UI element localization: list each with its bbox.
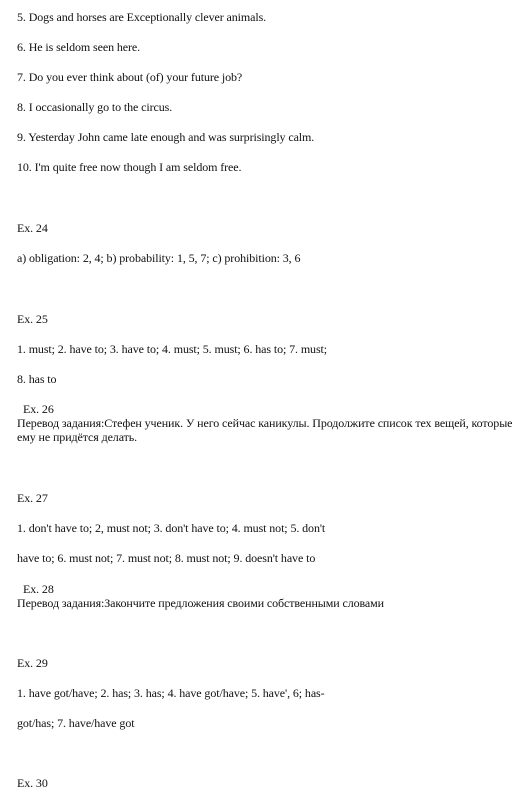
answer-line: 6. He is seldom seen here. bbox=[17, 40, 141, 54]
exercise-answer-24: a) obligation: 2, 4; b) probability: 1, 5, 7; c) prohibition: 3, 6 bbox=[17, 251, 301, 265]
answer-line: 9. Yesterday John came late enough and was surprisingly calm. bbox=[17, 130, 315, 144]
exercise-answer-29-line1: 1. have got/have; 2. has; 3. has; 4. have got/have; 5. have', 6; has- bbox=[17, 686, 325, 700]
exercise-answer-29-line2: got/has; 7. have/have got bbox=[17, 716, 135, 730]
exercise-heading-27: Ex. 27 bbox=[17, 491, 48, 505]
exercise-translation-26: Перевод задания:Стефен ученик. У него сейчас каникулы. Продолжите список тех вещей, которые ему не придётся делать. bbox=[17, 416, 513, 444]
exercise-answer-27-line2: have to; 6. must not; 7. must not; 8. must not; 9. doesn't have to bbox=[17, 551, 316, 565]
exercise-heading-26: Ex. 26 bbox=[23, 402, 54, 416]
answer-line: 7. Do you ever think about (of) your future job? bbox=[17, 70, 243, 84]
exercise-heading-30: Ex. 30 bbox=[17, 776, 48, 790]
exercise-heading-29: Ex. 29 bbox=[17, 656, 48, 670]
answer-line: 8. I occasionally go to the circus. bbox=[17, 100, 173, 114]
exercise-heading-24: Ex. 24 bbox=[17, 221, 48, 235]
exercise-heading-28: Ex. 28 bbox=[23, 582, 54, 596]
answer-line: 10. I'm quite free now though I am seldom free. bbox=[17, 160, 242, 174]
exercise-answer-25-line2: 8. has to bbox=[17, 372, 57, 386]
exercise-answer-25-line1: 1. must; 2. have to; 3. have to; 4. must; 5. must; 6. has to; 7. must; bbox=[17, 342, 327, 356]
exercise-answer-27-line1: 1. don't have to; 2, must not; 3. don't have to; 4. must not; 5. don't bbox=[17, 521, 326, 535]
exercise-heading-25: Ex. 25 bbox=[17, 312, 48, 326]
answer-line: 5. Dogs and horses are Exceptionally clever animals. bbox=[17, 10, 267, 24]
exercise-translation-28: Перевод задания:Закончите предложения своими собственными словами bbox=[17, 596, 384, 610]
